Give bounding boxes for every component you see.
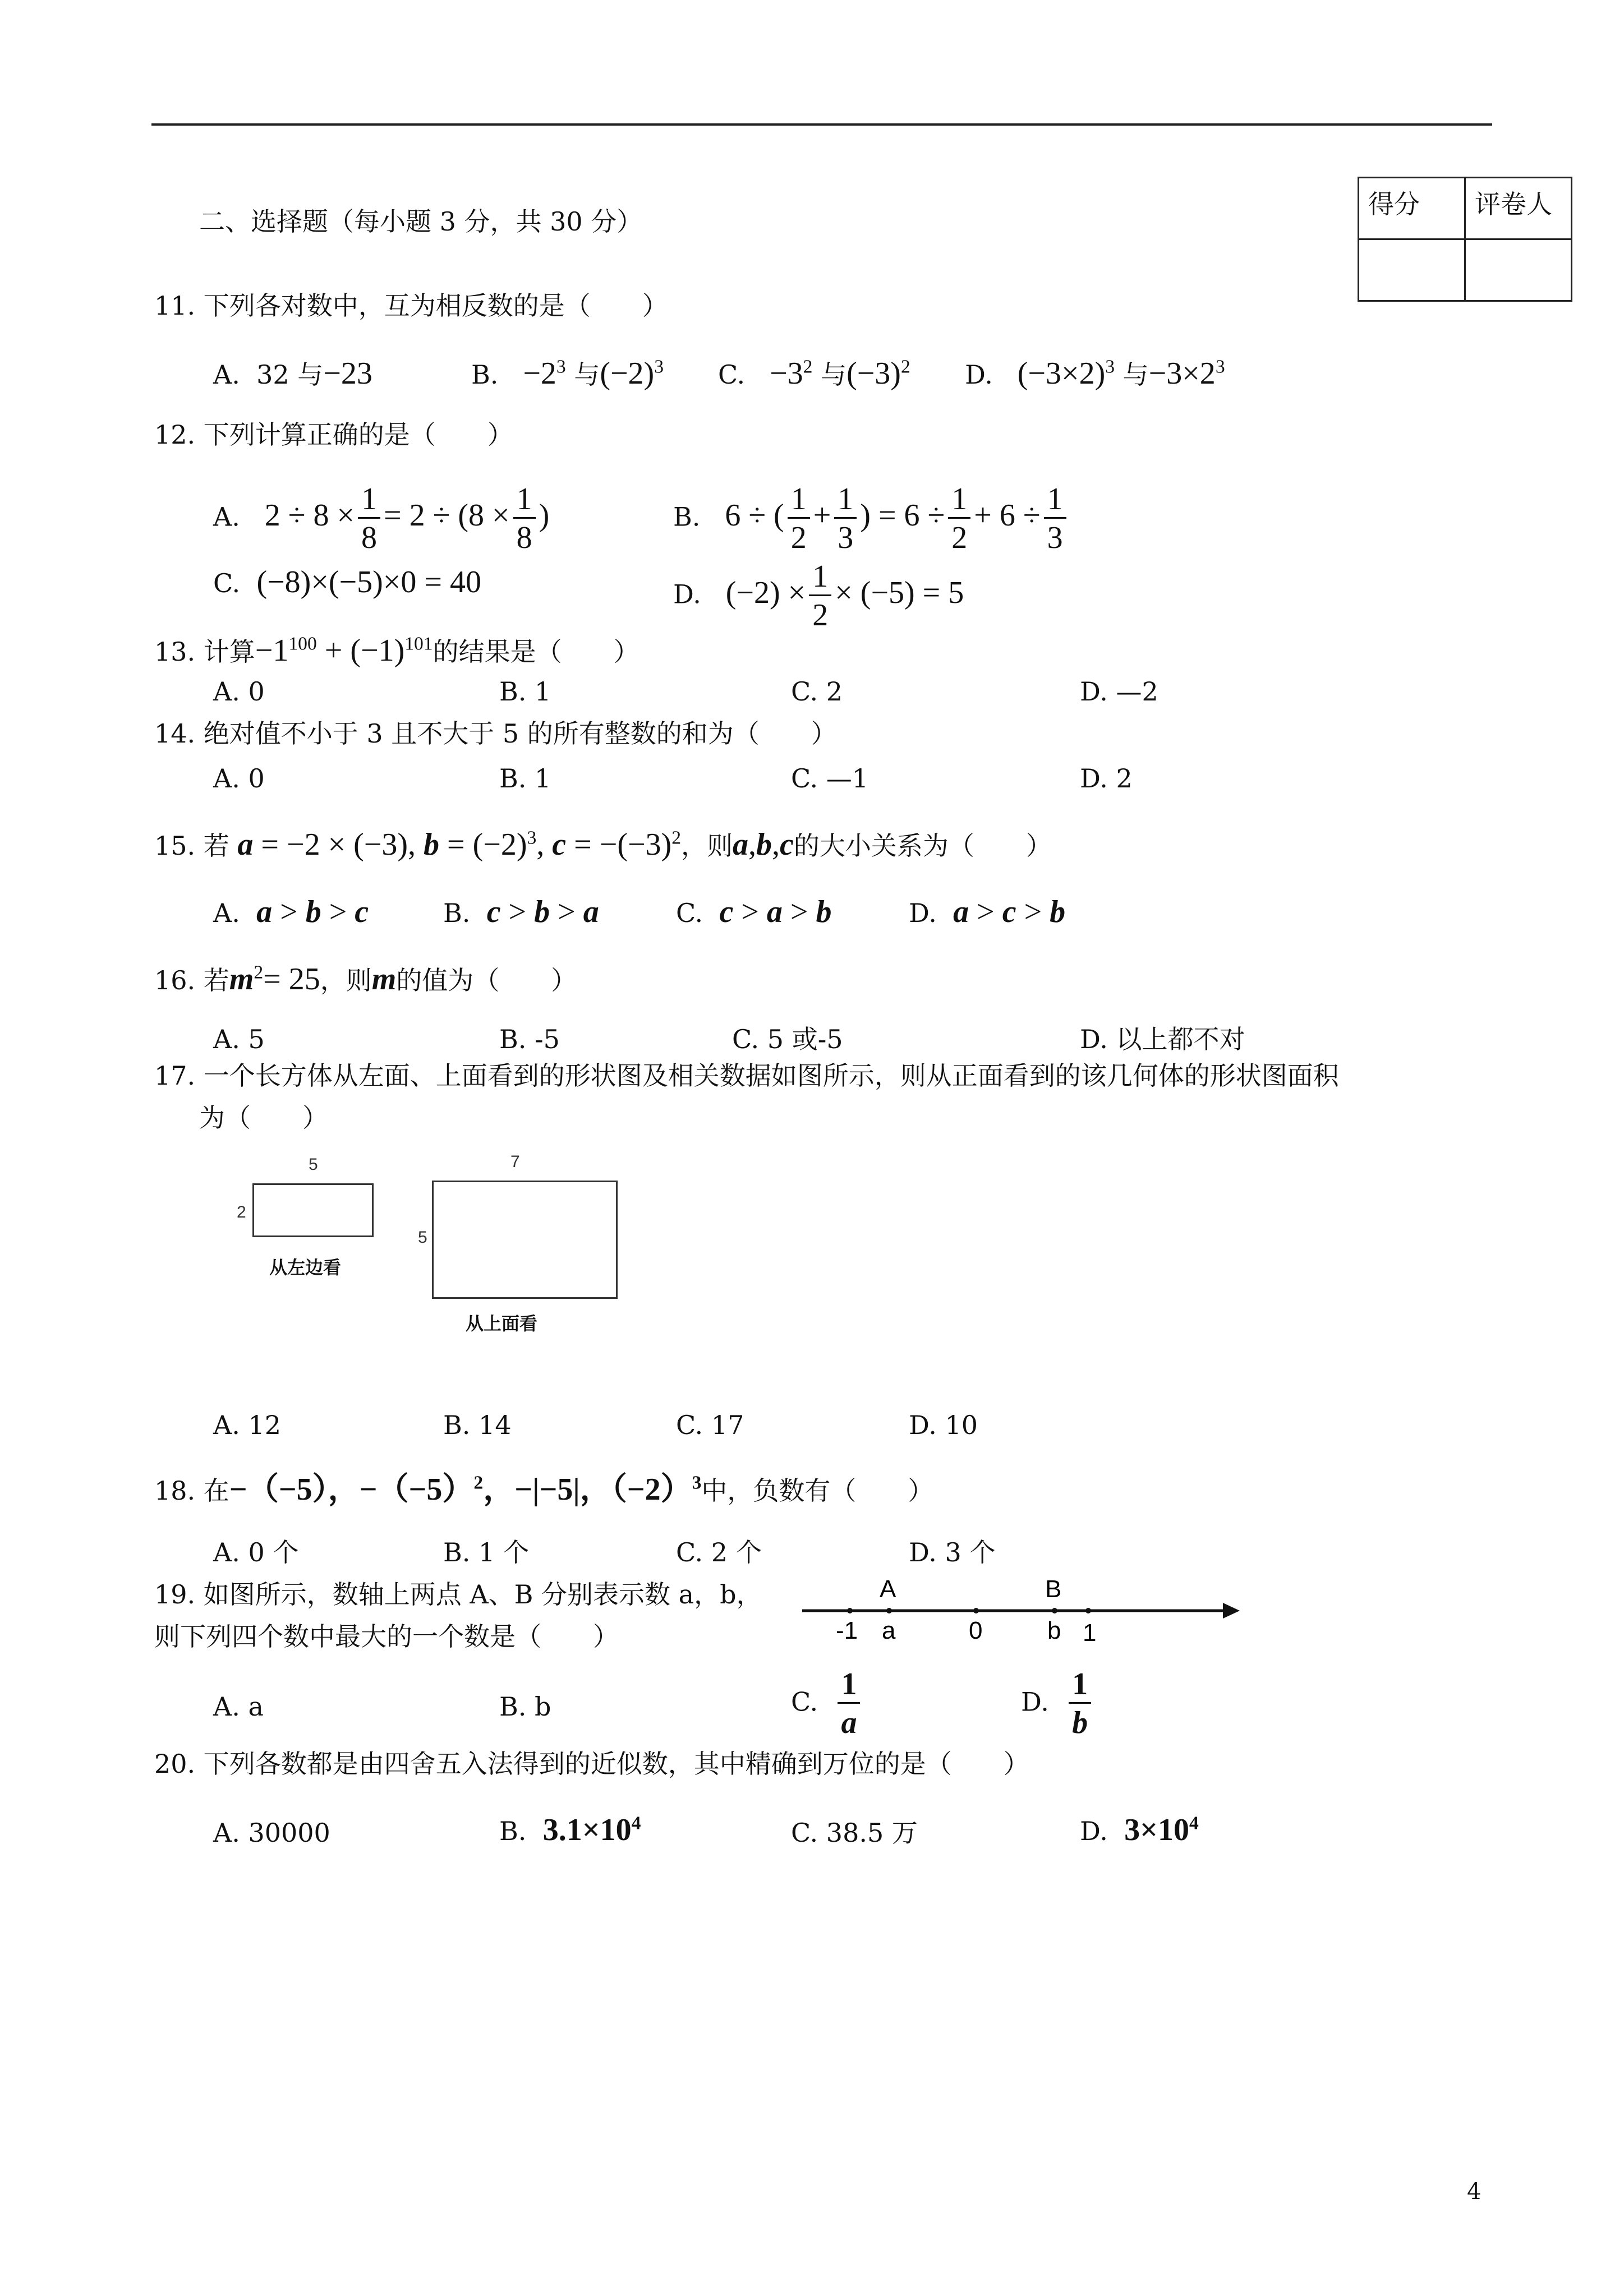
top-view-width-label: 7	[510, 1152, 520, 1171]
tick-0	[973, 1608, 979, 1613]
q19-option-b[interactable]: B. b	[499, 1691, 551, 1722]
q15-option-c[interactable]: C. c > a > b	[676, 895, 832, 929]
score-cell[interactable]	[1359, 239, 1465, 301]
q12-stem: 12. 下列计算正确的是（ ）	[154, 419, 513, 450]
label-A: A	[880, 1575, 896, 1603]
q20-option-b[interactable]: B. $3.1\times 10^4$	[499, 1813, 641, 1847]
q15-stem: 15. 若 a = −2 × (−3), $b = (-2)^3$, $c = -(-3)^2$，则a,b,c的大小关系为（ ）	[154, 827, 1052, 862]
score-header: 得分	[1359, 178, 1465, 239]
q12-option-b[interactable]: B. 6 ÷ ( $\frac{1}{2}$ + $\frac{1}{3}$ ) = 6 ÷ $\frac{1}{2}$ + 6 ÷ $\frac{1}{3}$	[673, 483, 1070, 554]
left-view-caption: 从左边看	[269, 1257, 342, 1278]
q17-option-c[interactable]: C. 17	[676, 1410, 744, 1440]
q17-option-b[interactable]: B. 14	[443, 1410, 512, 1440]
header-rule	[151, 123, 1492, 126]
q19-stem-line2: 则下列四个数中最大的一个数是（ ）	[154, 1621, 619, 1652]
q18-stem: 18. 在−（−5），$-(-5)^2$，−|−5|，$(-2)^3$中，负数有（ ）	[154, 1472, 934, 1507]
q18-option-c[interactable]: C. 2 个	[676, 1537, 762, 1567]
q15-option-a[interactable]: A. a > b > c	[213, 895, 369, 929]
q11-option-c[interactable]: C. $-3^2$ 与$(-3)^2$	[718, 356, 910, 391]
q14-option-d[interactable]: D. 2	[1080, 763, 1133, 794]
q13-stem: 13. 计算$-1^{100} + (-1)^{101}$的结果是（ ）	[154, 633, 640, 668]
tick-1	[1085, 1608, 1091, 1613]
score-table	[1358, 177, 1572, 302]
q12-option-a[interactable]: A. 2 ÷ 8 × $\frac{1}{8}$ = 2 ÷ (8 × $\frac{1}{8}$ )	[213, 482, 550, 555]
q11-option-a[interactable]: A. 32 与−23	[213, 356, 372, 391]
q20-option-a[interactable]: A. 30000	[213, 1818, 330, 1848]
point-a	[886, 1608, 892, 1613]
left-view-rectangle	[252, 1183, 374, 1237]
number-line-arrowhead	[1223, 1603, 1240, 1619]
q20-option-c[interactable]: C. 38.5 万	[791, 1818, 918, 1848]
q13-option-b[interactable]: B. 1	[499, 676, 551, 707]
q18-option-d[interactable]: D. 3 个	[909, 1537, 996, 1567]
q16-option-c[interactable]: C. 5 或-5	[732, 1024, 843, 1054]
top-view-height-label: 5	[418, 1228, 427, 1247]
q16-option-d[interactable]: D. 以上都不对	[1080, 1024, 1245, 1054]
q14-option-a[interactable]: A. 0	[213, 763, 265, 794]
number-line	[797, 1570, 1251, 1654]
q20-option-d[interactable]: D. $3\times 10^4$	[1080, 1813, 1199, 1847]
q19-option-d[interactable]: D. $\frac{1}{b}$	[1021, 1668, 1094, 1739]
q14-stem: 14. 绝对值不小于 3 且不大于 5 的所有整数的和为（ ）	[154, 718, 837, 749]
q18-option-b[interactable]: B. 1 个	[443, 1537, 529, 1567]
q12-option-c[interactable]: C. (−8)×(−5)×0 = 40	[213, 565, 481, 600]
q17-option-d[interactable]: D. 10	[909, 1410, 978, 1440]
page-number: 4	[1467, 2179, 1482, 2205]
q13-option-c[interactable]: C. 2	[791, 676, 843, 707]
q15-option-b[interactable]: B. c > b > a	[443, 895, 599, 929]
q17-option-a[interactable]: A. 12	[213, 1410, 281, 1440]
q16-stem: 16. 若$m^2= 25$，则m的值为（ ）	[154, 962, 577, 997]
q14-option-b[interactable]: B. 1	[499, 763, 551, 794]
tick-label-1: 1	[1083, 1619, 1097, 1647]
left-view-height-label: 2	[237, 1203, 246, 1221]
tick-label-b: b	[1047, 1617, 1061, 1644]
q14-option-c[interactable]: C. —1	[791, 763, 869, 794]
q11-stem: 11. 下列各对数中，互为相反数的是（ ）	[154, 291, 668, 321]
q12-option-d[interactable]: D. (−2) × $\frac{1}{2}$ × (−5) = 5	[673, 559, 964, 633]
q17-figure	[224, 1152, 673, 1346]
q17-stem-line1: 17. 一个长方体从左面、上面看到的形状图及相关数据如图所示，则从正面看到的该几何体的形状图面积	[154, 1061, 1339, 1091]
grader-cell[interactable]	[1465, 239, 1572, 301]
q13-option-d[interactable]: D. —2	[1080, 676, 1158, 707]
q15-option-d[interactable]: D. a > c > b	[909, 895, 1066, 929]
q16-option-a[interactable]: A. 5	[213, 1024, 265, 1054]
q19-option-c[interactable]: C. $\frac{1}{a}$	[791, 1668, 863, 1739]
q19-stem-line1: 19. 如图所示，数轴上两点 A、B 分别表示数 a，b，	[154, 1579, 762, 1610]
label-B: B	[1045, 1575, 1062, 1603]
tick-label-a: a	[882, 1617, 896, 1644]
tick-label-minus-1: -1	[836, 1617, 858, 1644]
q19-option-a[interactable]: A. a	[213, 1691, 264, 1722]
tick-minus-1	[847, 1608, 853, 1613]
grader-header: 评卷人	[1465, 178, 1572, 239]
q16-option-b[interactable]: B. -5	[499, 1024, 560, 1054]
q20-stem: 20. 下列各数都是由四舍五入法得到的近似数，其中精确到万位的是（ ）	[154, 1749, 1029, 1779]
tick-label-0: 0	[969, 1617, 983, 1644]
q17-stem-line2: 为（ ）	[199, 1103, 328, 1133]
top-view-rectangle	[432, 1181, 618, 1299]
top-view-caption: 从上面看	[466, 1313, 538, 1334]
q13-option-a[interactable]: A. 0	[213, 676, 265, 707]
q11-option-b[interactable]: B. $-2^3$ 与$(-2)^3$	[471, 356, 664, 391]
section-title: 二、选择题（每小题 3 分，共 30 分）	[199, 206, 643, 237]
left-view-width-label: 5	[309, 1155, 318, 1174]
q11-option-d[interactable]: D. $(-3\times 2)^3$ 与$-3\times 2^3$	[965, 356, 1225, 391]
point-b	[1052, 1608, 1057, 1613]
q18-option-a[interactable]: A. 0 个	[213, 1537, 299, 1567]
